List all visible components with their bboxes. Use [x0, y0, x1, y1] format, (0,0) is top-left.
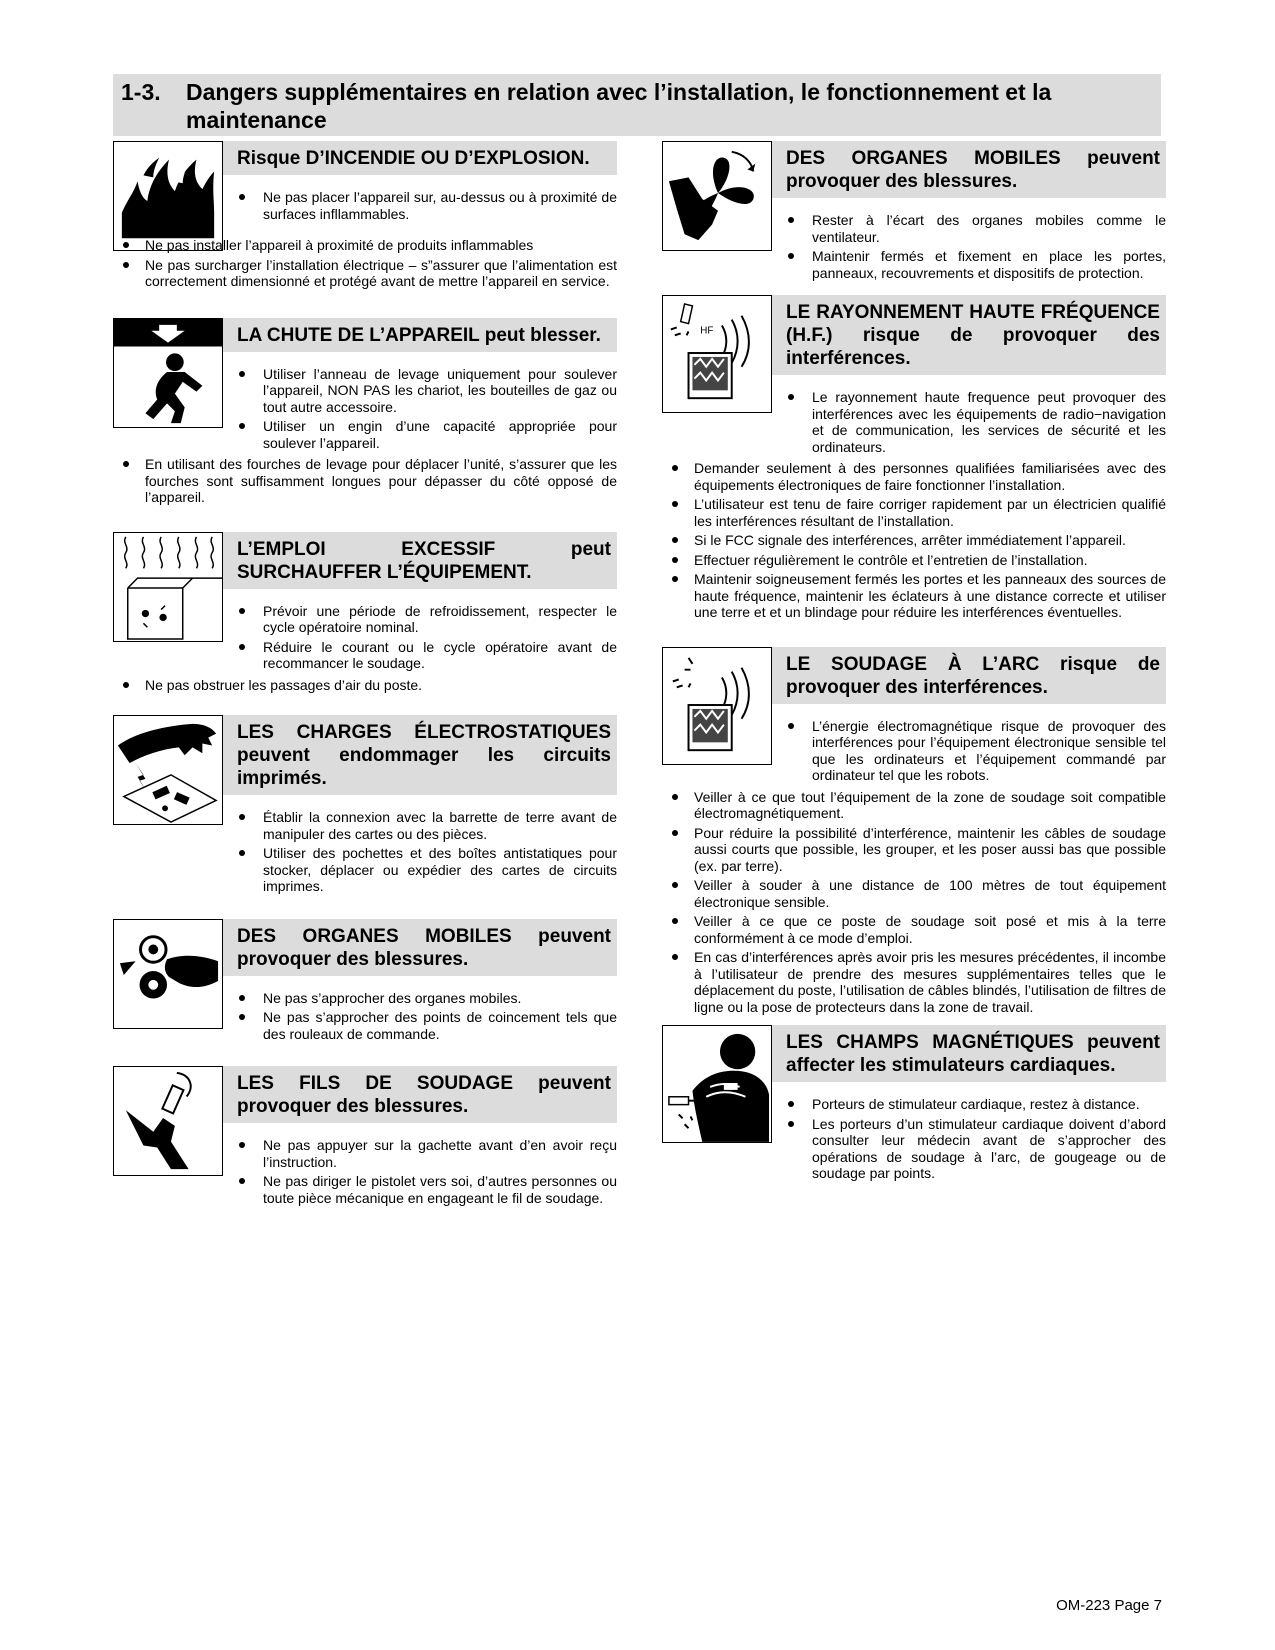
fan-inner-item: Maintenir fermés et fixement en place les portes, panneaux, recouvrements et dispositifs de protection. — [812, 248, 1166, 281]
hazard-fire — [113, 141, 617, 290]
hf-radiation-icon — [662, 295, 772, 413]
arc-outer-item: Veiller à ce que ce poste de soudage soit posé et mis à la terre conformément à ce mode d’emploi. — [694, 913, 1166, 946]
left-column — [113, 141, 617, 1209]
magnetic-inner-item: Les porteurs d’un stimulateur cardiaque doivent d’abord consulter leur médecin avant de s’approcher des opérations de soudage à l’arc, de gougeage ou de soudage par points. — [812, 1115, 1166, 1181]
hf-label: HF — [700, 325, 714, 337]
hf-outer-item: Maintenir soigneusement fermés les portes et les panneaux des sources de haute fréquence, maintenir les éclateurs à une distance correcte et utiliser une terre et et un blindage pour réduire les interférences éventuelles. — [694, 571, 1166, 620]
hazard-hf — [662, 295, 1166, 621]
arc-outer-item: Veiller à ce que tout l’équipement de la zone de soudage soit compatible électromagnétiquement. — [694, 788, 1166, 821]
hf-inner-item: Le rayonnement haute frequence peut provoquer des interférences avec les équipements de radio−navigation et de communication, les services de sécurité et les ordinateurs. — [812, 389, 1166, 455]
moving-parts-inner-item: Ne pas s’approcher des points de coincement tels que des rouleaux de commande. — [263, 1009, 617, 1042]
static-electricity-icon — [113, 715, 223, 825]
magnetic-title: LES CHAMPS MAGNÉTIQUES peuvent affecter les stimulateurs cardiaques. — [772, 1025, 1166, 1082]
static-inner-item: Établir la connexion avec la barrette de terre avant de manipuler des cartes ou des pièces. — [263, 809, 617, 842]
overheating-icon — [113, 532, 223, 642]
fan-hand-icon — [662, 141, 772, 251]
hazard-moving-parts — [113, 919, 617, 1043]
welding-wire-inner-item: Ne pas diriger le pistolet vers soi, d’autres personnes ou toute pièce mécanique en engageant le fil de soudage. — [263, 1173, 617, 1206]
section-number: 1-3. — [121, 79, 161, 105]
arc-title: LE SOUDAGE À L’ARC risque de provoquer des interférences. — [772, 647, 1166, 704]
fire-outer-item: Ne pas surcharger l’installation électrique – s”assurer que l’alimentation est correctement dimensionné et protégé avant de mettre l’appareil en service. — [145, 256, 617, 289]
page-footer: OM-223 Page 7 — [1056, 1597, 1162, 1614]
fan-inner-item: Rester à l’écart des organes mobiles comme le ventilateur. — [812, 212, 1166, 245]
magnetic-inner-item: Porteurs de stimulateur cardiaque, restez à distance. — [812, 1096, 1166, 1113]
fall-title: LA CHUTE DE L’APPAREIL peut blesser. — [223, 318, 617, 352]
moving-parts-icon — [113, 919, 223, 1029]
fire-icon — [113, 141, 223, 251]
hazard-magnetic-fields — [662, 1025, 1166, 1182]
fall-outer-item: En utilisant des fourches de levage pour déplacer l’unité, s’assurer que les fourches sont suffisamment longues pour dépasser du côté opposé de l’appareil. — [145, 456, 617, 505]
hf-outer-item: L’utilisateur est tenu de faire corriger rapidement par un électricien qualifié les interférences résultant de l’installation. — [694, 496, 1166, 529]
hf-outer-item: Si le FCC signale des interférences, arrêter immédiatement l’appareil. — [694, 532, 1166, 549]
falling-equipment-icon — [113, 318, 223, 428]
static-title: LES CHARGES ÉLECTROSTATIQUES peuvent endommager les circuits imprimés. — [223, 715, 617, 795]
hazard-fan — [662, 141, 1166, 281]
overheat-inner-item: Réduire le courant ou le cycle opératoire avant de recommancer le soudage. — [263, 638, 617, 671]
section-title: Dangers supplémentaires en relation avec l’installation, le fonctionnement et la maintenance — [186, 79, 1052, 133]
hf-title: LE RAYONNEMENT HAUTE FRÉQUENCE (H.F.) risque de provoquer des interférences. — [772, 295, 1166, 375]
fire-outer-item: Ne pas installer l’appareil à proximité de produits inflammables — [145, 237, 617, 254]
hf-outer-item: Effectuer régulièrement le contrôle et l’entretien de l’installation. — [694, 552, 1166, 569]
fire-inner-item: Ne pas placer l’appareil sur, au-dessus ou à proximité de surfaces infllammables. — [263, 189, 617, 222]
overheat-outer-item: Ne pas obstruer les passages d’air du poste. — [145, 677, 617, 694]
overheat-title: L’EMPLOI EXCESSIF peut SURCHAUFFER L’ÉQUIPEMENT. — [223, 532, 617, 589]
arc-inner-item: L’énergie électromagnétique risque de provoquer des interférences pour l’équipement électronique sensible tel que les ordinateurs et l’équipement commandé par ordinateur tel que les robots. — [812, 717, 1166, 783]
fall-inner-item: Utiliser l’anneau de levage uniquement pour soulever l’appareil, NON PAS les chariot, les bouteilles de gaz ou tout autre accessoire. — [263, 365, 617, 415]
fall-inner-item: Utiliser un engin d’une capacité appropriée pour soulever l’appareil. — [263, 418, 617, 451]
welding-wire-icon — [113, 1066, 223, 1176]
arc-outer-item: Pour réduire la possibilité d’interférence, maintenir les câbles de soudage aussi courts que possible, les grouper, et les poser aussi bas que possible (ex. par terre). — [694, 824, 1166, 874]
arc-outer-item: En cas d’interférences après avoir pris les mesures précédentes, il incombe à l’utilisateur de prendre des mesures supplémentaires telles que le déplacement du poste, l’utilisation de câbles blindés, l’utilisation de filtres de ligne ou la pose de protecteurs dans la zone de travail. — [694, 949, 1166, 1015]
moving-parts-title: DES ORGANES MOBILES peuvent provoquer des blessures. — [223, 919, 617, 976]
arc-welding-interference-icon — [662, 647, 772, 765]
hazard-arc-welding — [662, 647, 1166, 1016]
arc-outer-item: Veiller à souder à une distance de 100 mètres de tout équipement électronique sensible. — [694, 877, 1166, 910]
pacemaker-magnetic-icon — [662, 1025, 772, 1143]
hazard-static — [113, 715, 617, 895]
moving-parts-inner-item: Ne pas s’approcher des organes mobiles. — [263, 990, 617, 1007]
welding-wire-title: LES FILS DE SOUDAGE peuvent provoquer des blessures. — [223, 1066, 617, 1123]
overheat-inner-item: Prévoir une période de refroidissement, respecter le cycle opératoire nominal. — [263, 602, 617, 635]
hazard-welding-wire — [113, 1066, 617, 1206]
hf-outer-item: Demander seulement à des personnes qualifiées familiarisées avec des équipements électroniques de faire fonctionner l’installation. — [694, 460, 1166, 493]
fan-title: DES ORGANES MOBILES peuvent provoquer des blessures. — [772, 141, 1166, 198]
hazard-overheat — [113, 532, 617, 694]
right-column — [662, 141, 1166, 1185]
static-inner-item: Utiliser des pochettes et des boîtes antistatiques pour stocker, déplacer ou expédier des cartes de circuits imprimes. — [263, 845, 617, 894]
section-header — [113, 74, 1161, 136]
fire-title: Risque D’INCENDIE OU D’EXPLOSION. — [223, 141, 617, 175]
hazard-fall — [113, 318, 617, 506]
welding-wire-inner-item: Ne pas appuyer sur la gachette avant d’en avoir reçu l’instruction. — [263, 1137, 617, 1170]
